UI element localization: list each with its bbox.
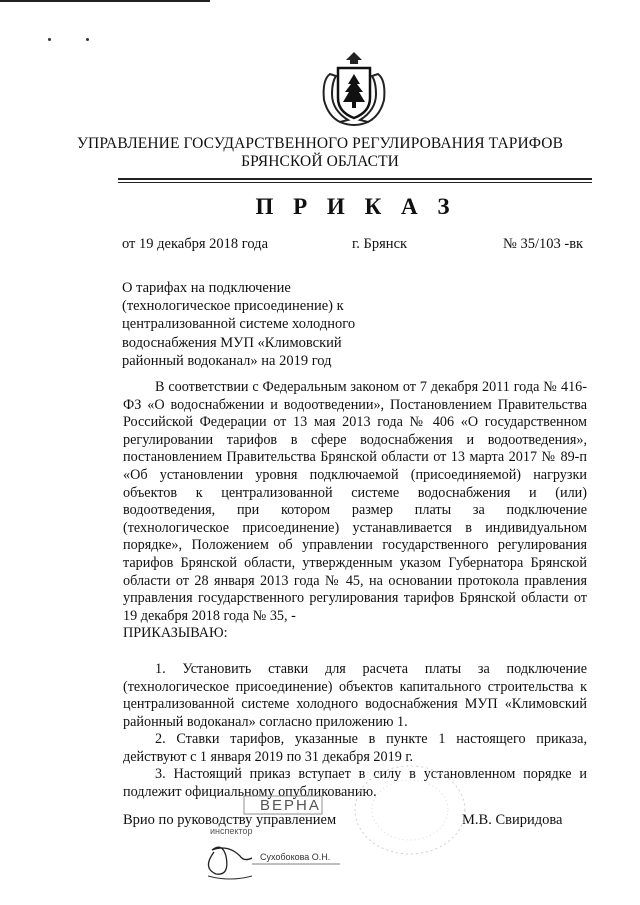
document-subject: О тарифах на подключение (технологическое присоединение) к централизованной системе холодного водоснабжения МУП «Климовский районный водоканал» на 2019 год — [122, 280, 356, 369]
coat-of-arms-icon — [318, 50, 390, 130]
organization-name-line1: УПРАВЛЕНИЕ ГОСУДАРСТВЕННОГО РЕГУЛИРОВАНИЯ ТАРИФОВ — [76, 135, 564, 152]
document-body — [123, 379, 587, 802]
top-border-line — [0, 0, 210, 2]
document-city: г. Брянск — [352, 236, 408, 252]
svg-text:инспектор: инспектор — [210, 826, 253, 836]
document-date: от 19 декабря 2018 года — [122, 236, 268, 252]
scan-speck — [48, 38, 51, 41]
organization-name-line2: БРЯНСКОЙ ОБЛАСТИ — [241, 153, 399, 170]
svg-text:Сухобокова О.Н.: Сухобокова О.Н. — [260, 852, 331, 862]
svg-text:ВЕРНА: ВЕРНА — [260, 797, 321, 814]
signature-position: Врио по руководству управлением — [123, 812, 337, 828]
header-rule-thick — [118, 178, 592, 180]
scan-speck — [86, 38, 89, 41]
order-item-2: 2. Ставки тарифов, указанные в пункте 1 настоящего приказа, действуют с 1 января 2019 по 31 декабря 2019 г. — [123, 731, 587, 765]
order-item-1: 1. Установить ставки для расчета платы за подключение (технологическое присоединение) объектов капитального строительства к централизованной системе холодного водоснабжения МУП «Климовский районный водоканал» согласно приложению 1. — [123, 660, 587, 730]
signature-name: М.В. Свиридова — [462, 812, 563, 828]
preamble-paragraph: В соответствии с Федеральным законом от 7 декабря 2011 года № 416-ФЗ «О водоснабжении и водоотведении», Постановлением Правительства Российской Федерации от 13 мая 2013 года № 406 «О государственном регулировании тарифов в сфере водоснабжения и водоотведения», постановлением Правительства Брянской области от 13 марта 2017 № 89-п «Об установлении уровня подключаемой (присоединяемой) нагрузки объектов к централизованной системе водоснабжения и (или) водоотведения, при котором размер платы за подключение (технологическое присоединение) устанавливается в индивидуальном порядке», Положением об управлении государственного регулирования тарифов Брянской области, утвержденным указом Губернатора Брянской области от 28 января 2013 года № 45, на основании протокола правления управления государственного регулирования тарифов Брянской области от 19 декабря 2018 года № 35, - — [123, 379, 587, 624]
order-item-3: 3. Настоящий приказ вступает в силу в установленном порядке и подлежит официальному опубликованию. — [123, 766, 587, 801]
document-number: № 35/103 -вк — [503, 236, 584, 252]
verification-stamp — [200, 786, 360, 886]
faint-seal-impression — [345, 760, 475, 860]
header-rule-thin — [118, 182, 592, 183]
order-word: ПРИКАЗЫВАЮ: — [123, 625, 228, 642]
document-title: П Р И К А З — [255, 194, 457, 219]
